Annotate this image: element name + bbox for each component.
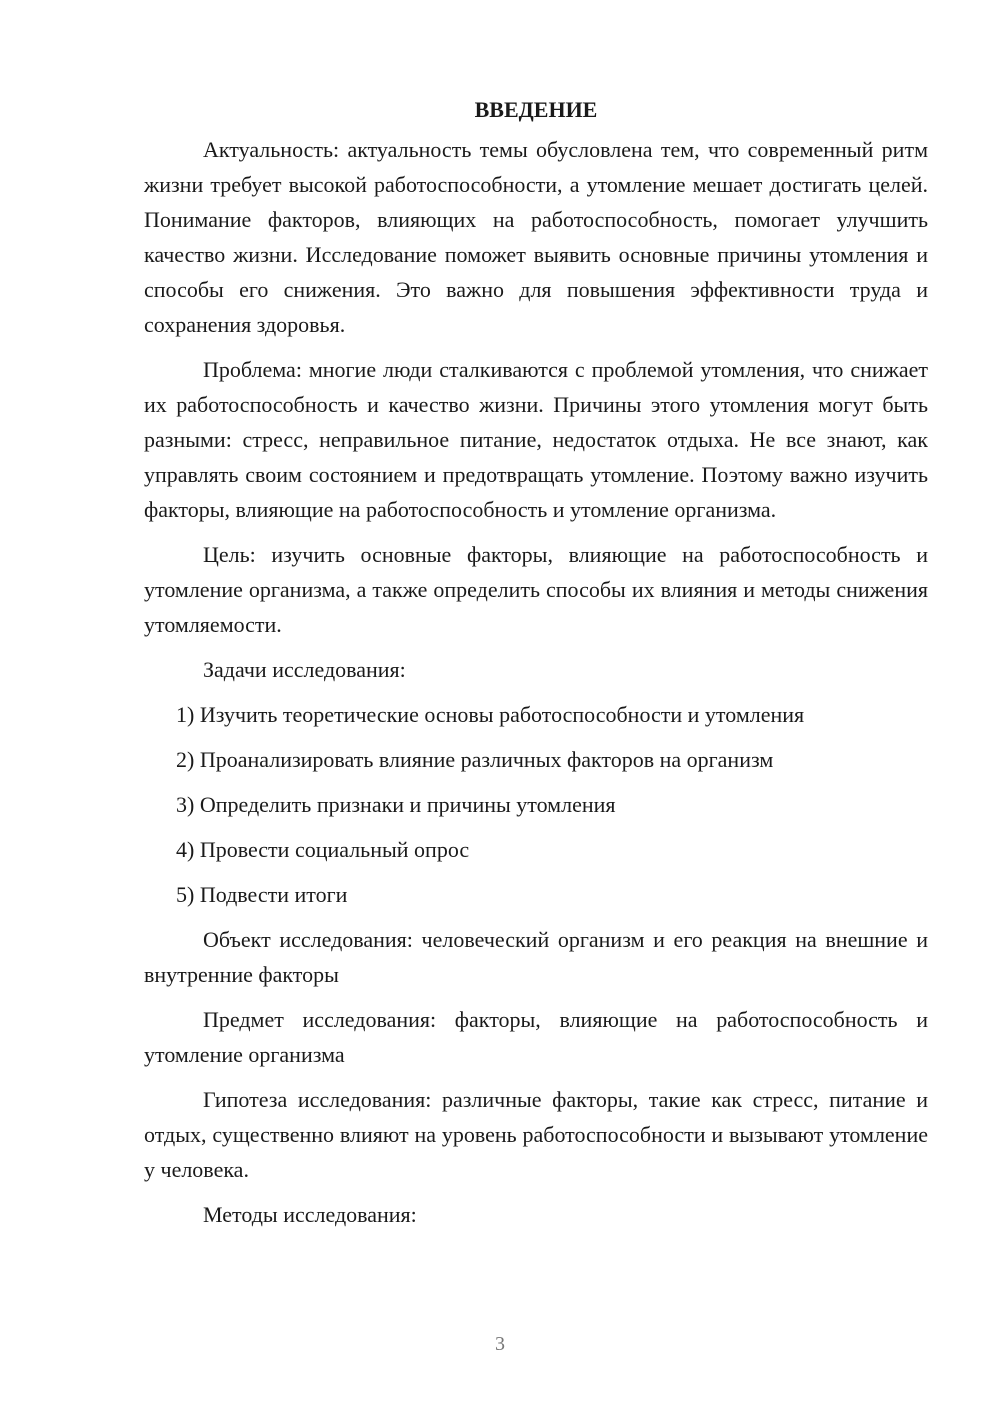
- methods-title: Методы исследования:: [203, 1202, 417, 1227]
- list-item: 5) Подвести итоги: [176, 882, 348, 907]
- relevance-paragraph: Актуальность: актуальность темы обусловлена тем, что современный ритм жизни требует высокой работоспособности, а утомление мешает достигать целей. Понимание факторов, влияющих на работоспособность, помогает улучшить качество жизни. Исследование поможет выявить основные причины утомления и способы его снижения. Это важно для повышения эффективности труда и сохранения здоровья.: [144, 137, 928, 337]
- task-list: [144, 697, 928, 912]
- page-title: ВВЕДЕНИЕ: [474, 97, 598, 122]
- list-item: 2) Проанализировать влияние различных факторов на организм: [176, 747, 774, 772]
- tasks-title: Задачи исследования:: [203, 657, 406, 682]
- list-item: 1) Изучить теоретические основы работоспособности и утомления: [176, 702, 805, 727]
- problem-paragraph: Проблема: многие люди сталкиваются с проблемой утомления, что снижает их работоспособность и качество жизни. Причины этого утомления могут быть разными: стресс, неправильное питание, недостаток отдыха. Не все знают, как управлять своим состоянием и предотвращать утомление. Поэтому важно изучить факторы, влияющие на работоспособность и утомление организма.: [144, 357, 928, 522]
- goal-paragraph: Цель: изучить основные факторы, влияющие на работоспособность и утомление организма, а также определить способы их влияния и методы снижения утомляемости.: [144, 542, 928, 637]
- hypothesis-paragraph: Гипотеза исследования: различные факторы, такие как стресс, питание и отдых, существенно влияют на уровень работоспособности и вызывают утомление у человека.: [144, 1087, 928, 1182]
- list-item: 3) Определить признаки и причины утомления: [176, 792, 616, 817]
- subject-paragraph: Предмет исследования: факторы, влияющие на работоспособность и утомление организма: [144, 1007, 928, 1067]
- list-item: 4) Провести социальный опрос: [176, 837, 470, 862]
- document-page: [144, 96, 928, 1242]
- object-paragraph: Объект исследования: человеческий организм и его реакция на внешние и внутренние факторы: [144, 927, 928, 987]
- page-number: 3: [495, 1333, 505, 1355]
